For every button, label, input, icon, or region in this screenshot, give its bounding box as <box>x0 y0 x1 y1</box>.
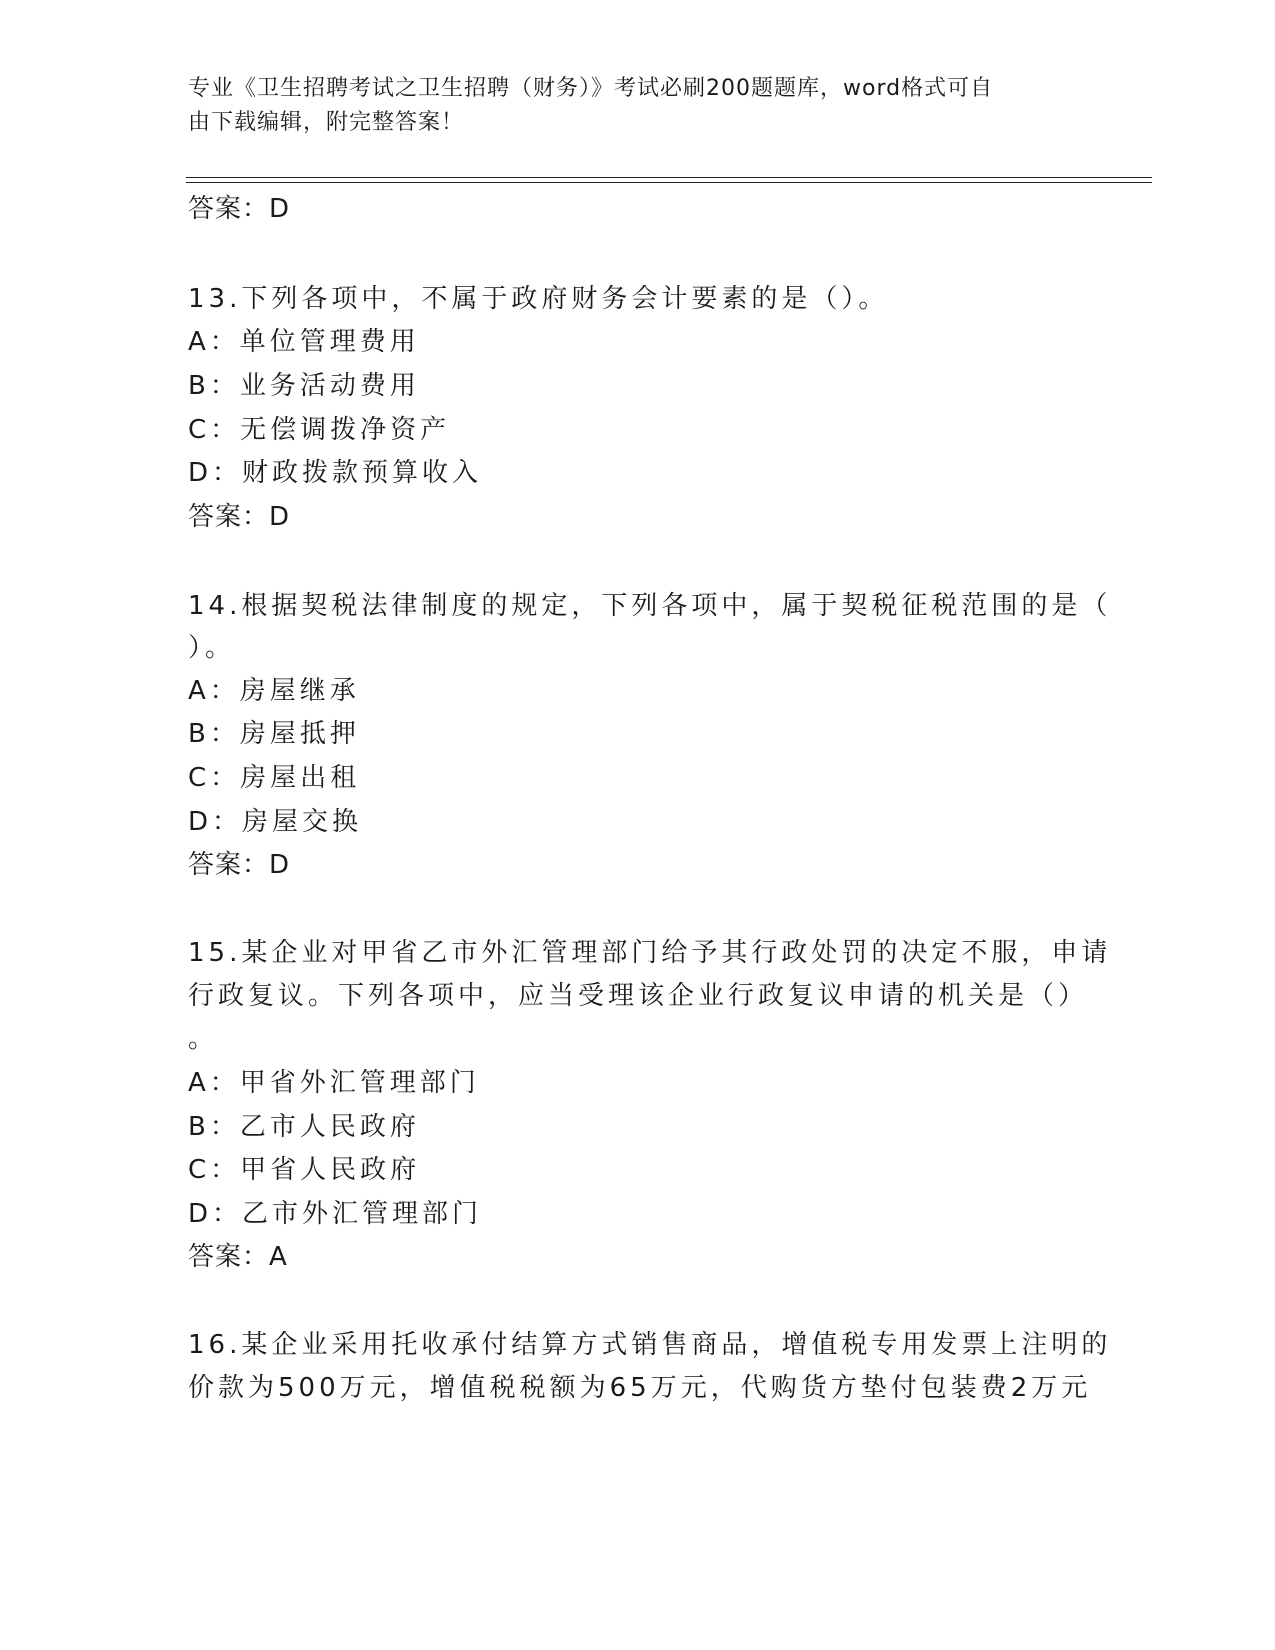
header-divider-top <box>186 177 1152 178</box>
question-16-stem-line-2: 价款为500万元，增值税税额为65万元，代购货方垫付包装费2万元 <box>188 1373 1092 1403</box>
answer-12: 答案：D <box>188 194 291 224</box>
header-divider-bottom <box>186 182 1152 183</box>
question-13-option-b: B：业务活动费用 <box>188 371 420 401</box>
answer-14: 答案：D <box>188 850 291 880</box>
question-16-stem-line-1: 16.某企业采用托收承付结算方式销售商品，增值税专用发票上注明的 <box>188 1330 1112 1360</box>
answer-15: 答案：A <box>188 1242 288 1272</box>
question-13-option-a: A：单位管理费用 <box>188 327 420 357</box>
question-15-stem-line-1: 15.某企业对甲省乙市外汇管理部门给予其行政处罚的决定不服，申请 <box>188 938 1112 968</box>
question-13-option-c: C：无偿调拨净资产 <box>188 415 451 445</box>
question-14-option-d: D：房屋交换 <box>188 807 363 837</box>
question-14-stem-line-1: 14.根据契税法律制度的规定，下列各项中，属于契税征税范围的是（ <box>188 591 1112 621</box>
question-13-option-d: D：财政拨款预算收入 <box>188 458 483 488</box>
question-15-option-c: C：甲省人民政府 <box>188 1155 421 1185</box>
question-14-option-b: B：房屋抵押 <box>188 719 360 749</box>
header-line-1: 专业《卫生招聘考试之卫生招聘（财务）》考试必刷200题题库，word格式可自 <box>188 76 994 101</box>
answer-13: 答案：D <box>188 502 291 532</box>
question-15-stem-line-2: 行政复议。下列各项中，应当受理该企业行政复议申请的机关是（） <box>188 981 1089 1011</box>
question-15-option-b: B：乙市人民政府 <box>188 1112 420 1142</box>
question-13-stem: 13.下列各项中，不属于政府财务会计要素的是（）。 <box>188 284 889 314</box>
question-15-stem-line-3: 。 <box>188 1024 219 1054</box>
document-header <box>188 72 1068 140</box>
question-15-option-d: D：乙市外汇管理部门 <box>188 1199 483 1229</box>
question-14-option-c: C：房屋出租 <box>188 763 361 793</box>
question-15-option-a: A：甲省外汇管理部门 <box>188 1068 480 1098</box>
question-14-stem-line-2: ）。 <box>188 633 236 663</box>
question-14-option-a: A：房屋继承 <box>188 676 360 706</box>
header-line-2: 由下载编辑，附完整答案！ <box>188 110 465 135</box>
